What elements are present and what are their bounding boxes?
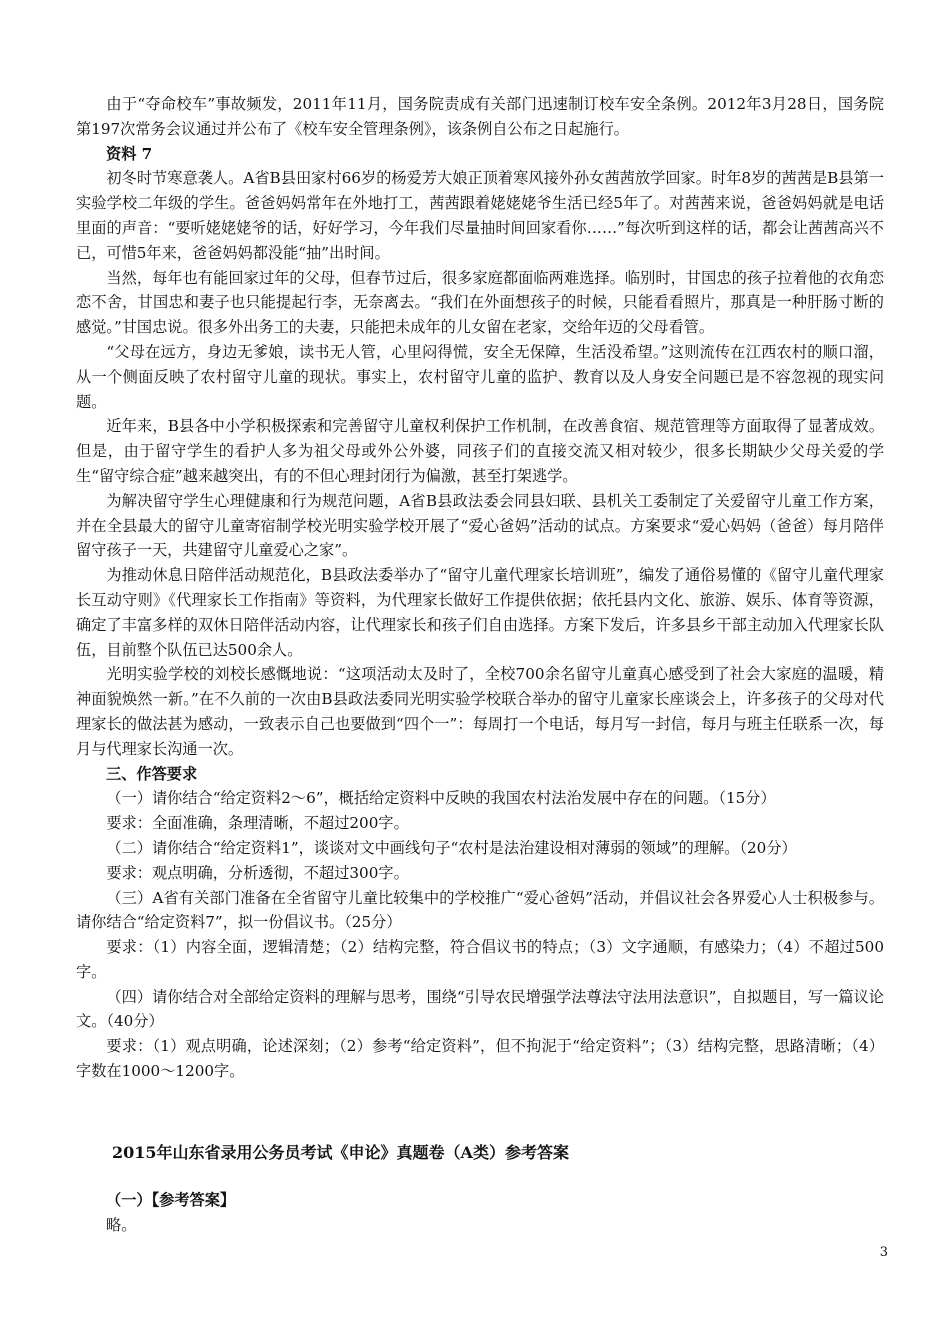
material7-paragraph: 为推动休息日陪伴活动规范化，B县政法委举办了“留守儿童代理家长培训班”，编发了通俗易懂的《留守儿童代理家长互动守则》《代理家长工作指南》等资料，为代理家长做好工作提供依据；依托县内文化、旅游、娱乐、体育等资源，确定了丰富多样的双休日陪伴活动内容，让代理家长和孩子们自由选择。方案下发后，许多县乡干部主动加入代理家长队伍，目前整个队伍已达500余人。 — [76, 566, 884, 659]
material7-paragraph: 为解决留守学生心理健康和行为规范问题，A省B县政法委会同县妇联、县机关工委制定了关爱留守儿童工作方案，并在全县最大的留守儿童寄宿制学校光明实验学校开展了“爱心爸妈”活动的试点。方案要求“爱心妈妈（爸爸）每月陪伴留守孩子一天，共建留守儿童爱心之家”。 — [76, 491, 884, 560]
answer-heading: （一）【参考答案】 — [106, 1190, 236, 1209]
material7-paragraph: “父母在远方，身边无爹娘，读书无人管，心里闷得慌，安全无保障，生活没希望。”这则流传在江西农村的顺口溜，从一个侧面反映了农村留守儿童的现状。事实上，农村留守儿童的监护、教育以及人身安全问题已是不容忽视的现实问题。 — [76, 342, 884, 411]
document-page — [76, 92, 884, 1237]
answer-title: 2015年山东省录用公务员考试《申论》真题卷（A类）参考答案 — [112, 1142, 569, 1162]
requirement-1: 要求：全面准确，条理清晰，不超过200字。 — [106, 814, 409, 833]
answer-body: 略。 — [106, 1215, 137, 1234]
material7-paragraph: 当然，每年也有能回家过年的父母，但春节过后，很多家庭都面临两难选择。临别时，甘国忠的孩子拉着他的衣角恋恋不舍，甘国忠和妻子也只能提起行李，无奈离去。“我们在外面想孩子的时候，只能看看照片，那真是一种肝肠寸断的感觉。”甘国忠说。很多外出务工的夫妻，只能把未成年的儿女留在老家，交给年迈的父母看管。 — [76, 268, 884, 337]
material7-paragraph: 初冬时节寒意袭人。A省B县田家村66岁的杨爱芳大娘正顶着寒风接外孙女茜茜放学回家。时年8岁的茜茜是B县第一实验学校二年级的学生。爸爸妈妈常年在外地打工，茜茜跟着姥姥姥爷生活已经5年了。对茜茜来说，爸爸妈妈就是电话里面的声音：“要听姥姥姥爷的话，好好学习，今年我们尽量抽时间回家看你……”每次听到这样的话，都会让茜茜高兴不已，可惜5年来，爸爸妈妈都没能“抽”出时间。 — [76, 169, 884, 262]
question-1: （一）请你结合“给定资料2～6”，概括给定资料中反映的我国农村法治发展中存在的问题。（15分） — [106, 789, 776, 808]
question-2: （二）请你结合“给定资料1”，谈谈对文中画线句子“农村是法治建设相对薄弱的领域”的理解。（20分） — [106, 838, 797, 857]
material7-paragraph: 近年来，B县各中小学积极探索和完善留守儿童权利保护工作机制，在改善食宿、规范管理等方面取得了显著成效。但是，由于留守学生的看护人多为祖父母或外公外婆，同孩子们的直接交流又相对较少，很多长期缺少父母关爱的学生“留守综合症”越来越突出，有的不但心理封闭行为偏激，甚至打架逃学。 — [76, 417, 884, 485]
page-number: 3 — [879, 1245, 888, 1260]
question-3: （三）A省有关部门准备在全省留守儿童比较集中的学校推广“爱心爸妈”活动，并倡议社会各界爱心人士积极参与。请你结合“给定资料7”，拟一份倡议书。（25分） — [76, 888, 884, 932]
requirement-3: 要求：（1）内容全面，逻辑清楚；（2）结构完整，符合倡议书的特点；（3）文字通顺，有感染力；（4）不超过500字。 — [76, 938, 884, 981]
material7-paragraph: 光明实验学校的刘校长感慨地说：“这项活动太及时了，全校700余名留守儿童真心感受到了社会大家庭的温暖，精神面貌焕然一新。”在不久前的一次由B县政法委同光明实验学校联合举办的留守儿童家长座谈会上，许多孩子的父母对代理家长的做法甚为感动，一致表示自己也要做到“四个一”：每周打一个电话，每月写一封信，每月与班主任联系一次，每月与代理家长沟通一次。 — [76, 665, 884, 758]
paragraph-intro: 由于“夺命校车”事故频发，2011年11月，国务院责成有关部门迅速制订校车安全条例。2012年3月28日，国务院第197次常务会议通过并公布了《校车安全管理条例》，该条例自公布之日起施行。 — [76, 95, 884, 138]
requirement-2: 要求：观点明确，分析透彻，不超过300字。 — [106, 863, 409, 882]
material7-title: 资料 7 — [106, 144, 153, 163]
question-4: （四）请你结合对全部给定资料的理解与思考，围绕“引导农民增强学法尊法守法用法意识”，自拟题目，写一篇议论文。（40分） — [76, 987, 884, 1031]
requirement-4: 要求：（1）观点明确，论述深刻；（2）参考“给定资料”，但不拘泥于“给定资料”；（3）结构完整，思路清晰；（4）字数在1000～1200字。 — [76, 1037, 884, 1081]
section3-title: 三、作答要求 — [106, 764, 198, 783]
